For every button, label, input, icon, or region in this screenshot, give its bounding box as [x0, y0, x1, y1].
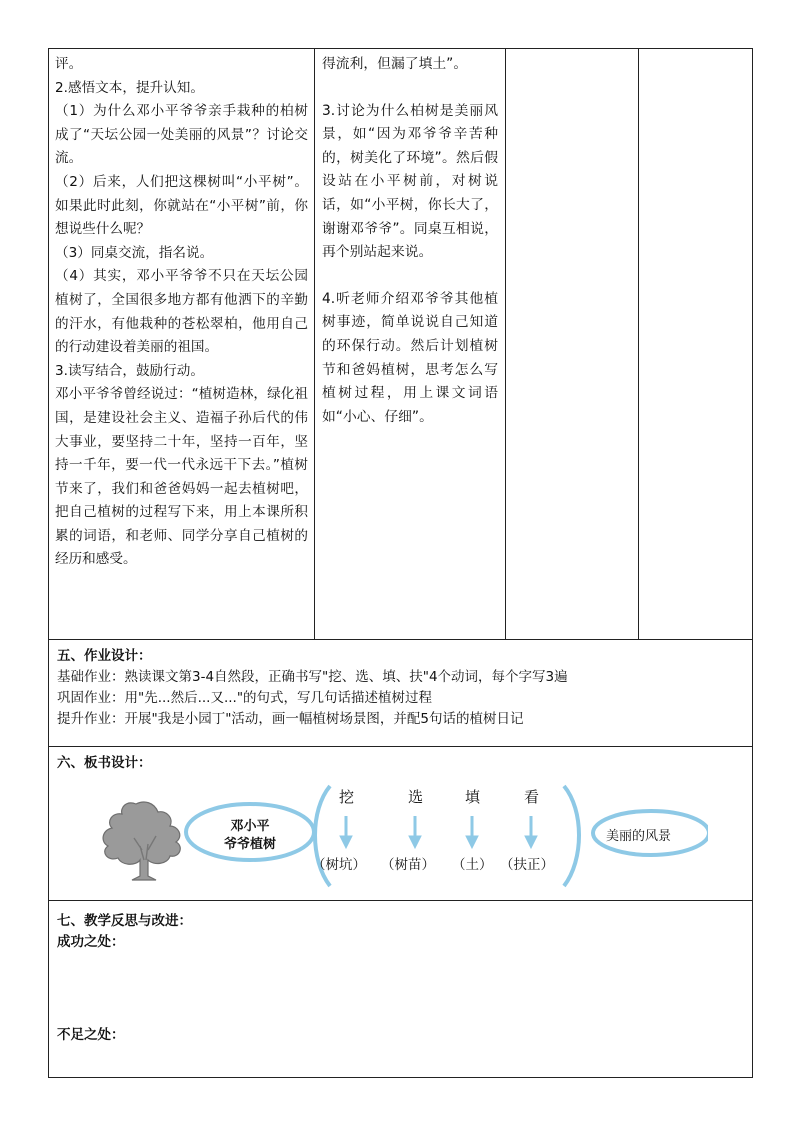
col1-question-3: （3）同桌交流，指名说。: [55, 244, 214, 261]
noun-soil: （土）: [452, 857, 493, 873]
reflection-title: 七、教学反思与改进：: [57, 913, 192, 929]
noun-sapling: （树苗）: [381, 857, 435, 873]
col1-line-0: 评。: [55, 56, 83, 72]
col2-line-0: 得流利，但漏了填土”。: [322, 56, 468, 72]
verb-look: 看: [524, 788, 540, 806]
lesson-table-row: [48, 48, 753, 640]
arrow-look-head: [525, 836, 537, 848]
verb-select: 选: [408, 788, 424, 806]
col1-question-4: （4）其实，邓小平爷爷不只在天坛公园植树了，全国很多地方都有他洒下的辛勤的汗水，有他栽种的苍松翠柏，他用自己的行动建设着美丽的祖国。: [55, 268, 308, 356]
homework-basic: 基础作业：熟读课文第3-4自然段，正确书写"挖、选、填、扶"4个动词，每个字写3遍: [57, 669, 568, 685]
col2-item-3: 3.讨论为什么柏树是美丽风景，如“因为邓爷爷辛苦种的，树美化了环境”。然后假设站在小平树前，对树说话，如“小平树，你长大了，谢谢邓爷爷”。同桌互相说，再个别站起来说。: [322, 102, 498, 261]
homework-advanced: 提升作业：开展"我是小园丁"活动，画一幅植树场景图，并配5句话的植树日记: [57, 711, 524, 727]
center-label: [210, 818, 290, 854]
board-design-title: 六、板书设计：: [57, 755, 152, 771]
shortcoming-label: 不足之处：: [57, 1027, 125, 1043]
col1-question-1: （1）为什么邓小平爷爷亲手栽种的柏树成了“天坛公园一处美丽的风景”？讨论交流。: [55, 103, 308, 167]
homework-title: 五、作业设计：: [57, 648, 152, 664]
homework-consolidate: 巩固作业：用"先...然后...又..."的句式，写几句话描述植树过程: [57, 690, 433, 706]
verb-fill: 填: [465, 788, 481, 806]
arrow-select-head: [409, 836, 421, 848]
success-label: 成功之处：: [57, 934, 125, 950]
col1-quote: 邓小平爷爷曾经说过：“植树造林，绿化祖国，是建设社会主义、造福子孙后代的伟大事业，要坚持二十年，坚持一百年，坚持一千年，要一代一代永远干下去。”植树节来了，我们和爸爸妈妈一起去植树吧，把自己植树的过程写下来，用上本课所积累的词语，和老师、同学分享自己植树的经历和感受。: [55, 386, 308, 568]
reflection-section: [48, 900, 753, 1078]
center-label-line1: 邓小平: [230, 819, 270, 834]
col1-question-2: （2）后来，人们把这棵树叫“小平树”。如果此时此刻，你就站在“小平树”前，你想说些什么呢？: [55, 173, 308, 238]
col1-section-2: 2.感悟文本，提升认知。: [55, 79, 204, 96]
center-label-line2: 爷爷植树: [223, 837, 276, 852]
noun-straighten: （扶正）: [500, 857, 554, 873]
teacher-activity-column: [49, 49, 315, 639]
col1-section-3: 3.读写结合，鼓励行动。: [55, 362, 204, 379]
tree-icon: [103, 802, 180, 880]
col2-item-4: 4.听老师介绍邓爷爷其他植树事迹，简单说说自己知道的环保行动。然后计划植树节和爸妈植树，思考怎么写植树过程，用上课文词语如“小心、仔细”。: [322, 290, 498, 425]
noun-pit: （树坑）: [312, 857, 366, 873]
student-activity-column: [315, 49, 506, 639]
arrow-dig-head: [340, 836, 352, 848]
arrow-fill-head: [466, 836, 478, 848]
empty-column-4: [639, 49, 753, 639]
verb-dig: 挖: [339, 788, 355, 806]
homework-section: [48, 639, 753, 747]
right-brace: [564, 786, 579, 886]
result-label: 美丽的风景: [606, 829, 672, 844]
empty-column-3: [506, 49, 639, 639]
